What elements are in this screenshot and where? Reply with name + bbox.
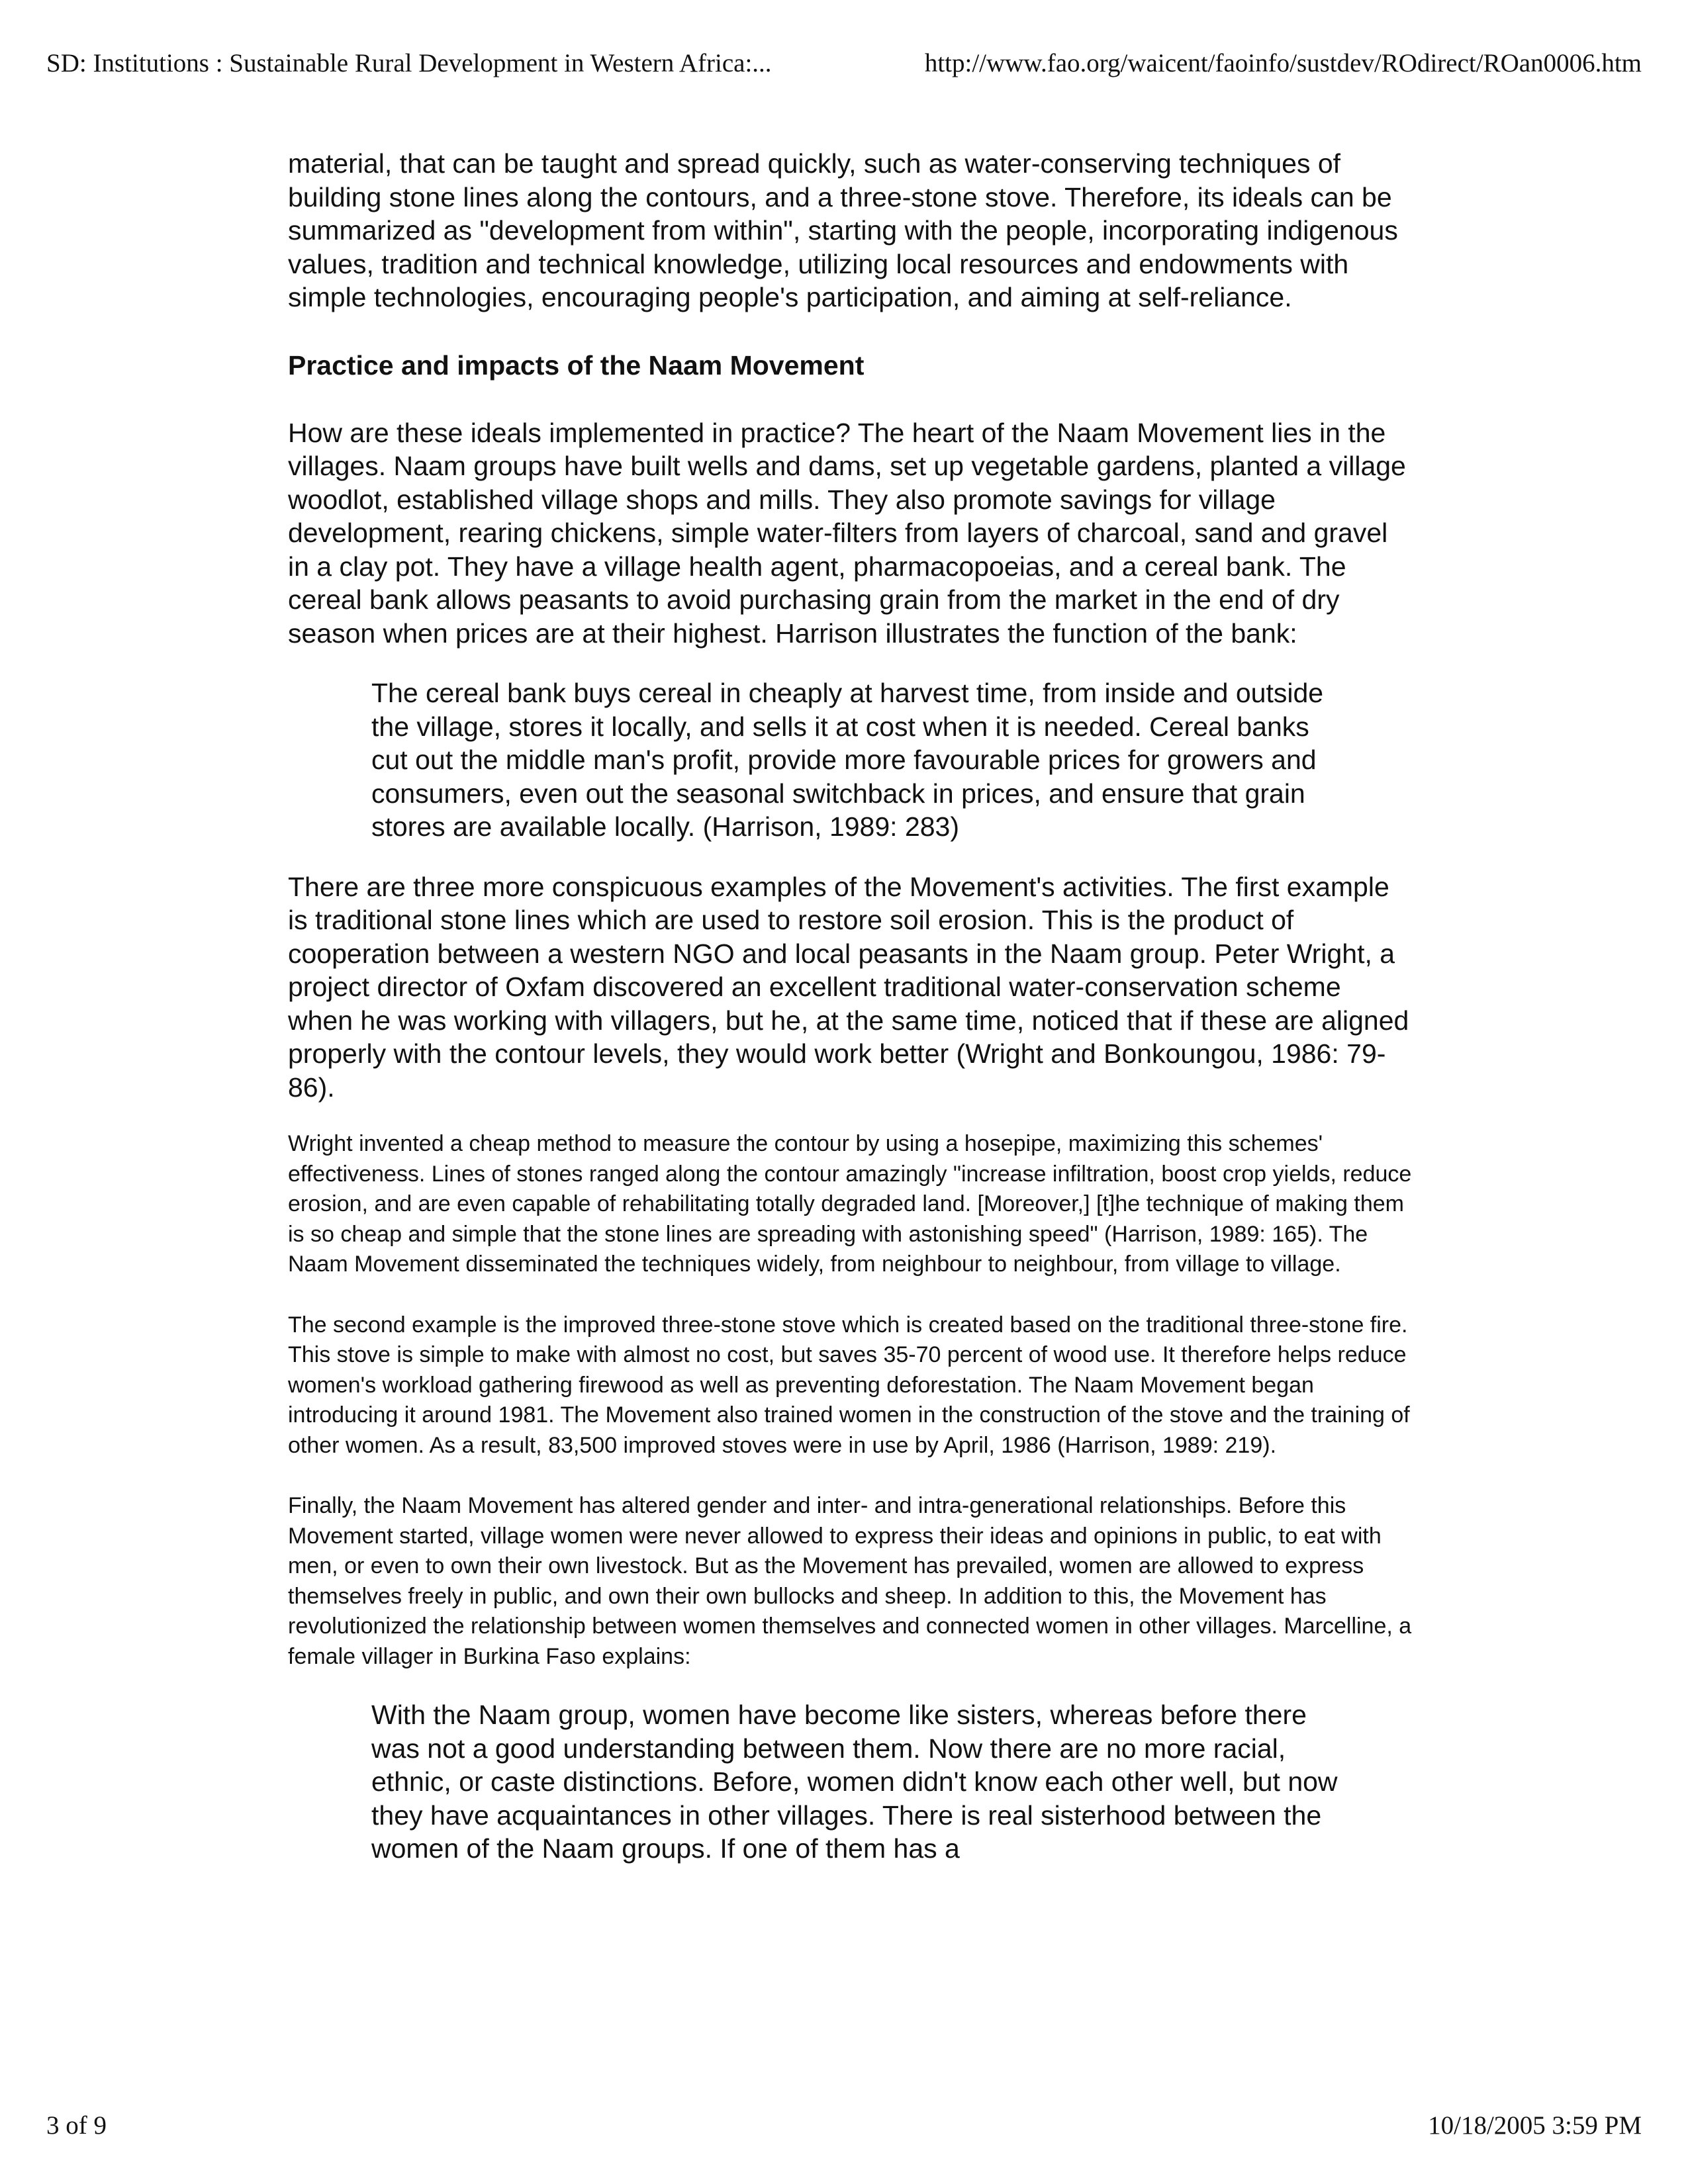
intro-paragraph: material, that can be taught and spread quickly, such as water-conserving techniques of building stone lines along the contours, and a three-stone stove. Therefore, its ideals can be summarized as "development from within", starting with the people, incorporating indigenous values, tradition and technical knowledge, utilizing local resources and endowments with simple technologies, encouraging people's participation, and aiming at self-reliance. [288,148,1398,312]
header-title: SD: Institutions : Sustainable Rural Development in Western Africa:... [46,49,772,77]
practice-paragraph: How are these ideals implemented in practice? The heart of the Naam Movement lies in the villages. Naam groups have built wells and dams, set up vegetable gardens, planted a village woodlot, established village shops and mills. They also promote savings for village development, rearing chickens, simple water-filters from layers of charcoal, sand and gravel in a clay pot. They have a village health agent, pharmacopoeias, and a cereal bank. The cereal bank allows peasants to avoid purchasing grain from the market in the end of dry season when prices are at their highest. Harrison illustrates the function of the bank: [288,417,1406,649]
wright-paragraph: Wright invented a cheap method to measure the contour by using a hosepipe, maximizing this schemes' effectiveness. Lines of stones ranged along the contour amazingly "increase infiltration, boost crop yields, reduce erosion, and are even capable of rehabilitating totally degraded land. [Moreover,] [t]he technique of making them is so cheap and simple that the stone lines are spreading with astonishing speed" (Harrison, 1989: 165). The Naam Movement disseminated the techniques widely, from neighbour to neighbour, from village to village. [288,1131,1412,1277]
print-timestamp: 10/18/2005 3:59 PM [1428,2111,1642,2140]
page-header [46,48,1642,79]
page-footer [46,2110,1642,2142]
stove-paragraph: The second example is the improved three-stone stove which is created based on the traditional three-stone fire. This stove is simple to make with almost no cost, but saves 35-70 percent of wood use. It therefore helps reduce women's workload gathering firewood as well as preventing deforestation. The Naam Movement began introducing it around 1981. The Movement also trained women in the construction of the stove and the training of other women. As a result, 83,500 improved stoves were in use by April, 1986 (Harrison, 1989: 219). [288,1312,1410,1458]
cereal-bank-quote: The cereal bank buys cereal in cheaply at harvest time, from inside and outside the village, stores it locally, and sells it at cost when it is needed. Cereal banks cut out the middle man's profit, provide more favourable prices for growers and consumers, even out the seasonal switchback in prices, and ensure that grain stores are available locally. (Harrison, 1989: 283) [371,678,1324,842]
page-indicator: 3 of 9 [46,2111,107,2140]
section-heading: Practice and impacts of the Naam Movement [288,349,865,381]
gender-paragraph: Finally, the Naam Movement has altered gender and inter- and intra-generational relationships. Before this Movement started, village women were never allowed to express their ideas and opinions in public, to eat with men, or even to own their own livestock. But as the Movement has prevailed, women are allowed to express themselves freely in public, and own their own bullocks and sheep. In addition to this, the Movement has revolutionized the relationship between women themselves and connected women in other villages. Marcelline, a female villager in Burkina Faso explains: [288,1493,1412,1669]
examples-paragraph: There are three more conspicuous examples of the Movement's activities. The first example is traditional stone lines which are used to restore soil erosion. This is the product of cooperation between a western NGO and local peasants in the Naam group. Peter Wright, a project director of Oxfam discovered an excellent traditional water-conservation scheme when he was working with villagers, but he, at the same time, noticed that if these are aligned properly with the contour levels, they would work better (Wright and Bonkoungou, 1986: 79-86). [288,871,1409,1103]
marcelline-quote: With the Naam group, women have become like sisters, whereas before there was not a good understanding between them. Now there are no more racial, ethnic, or caste distinctions. Before, women didn't know each other well, but now they have acquaintances in other villages. There is real sisterhood between the women of the Naam groups. If one of them has a [371,1700,1338,1864]
header-url[interactable]: http://www.fao.org/waicent/faoinfo/sustdev/ROdirect/ROan0006.htm [924,49,1642,77]
article-body [288,147,1413,1866]
